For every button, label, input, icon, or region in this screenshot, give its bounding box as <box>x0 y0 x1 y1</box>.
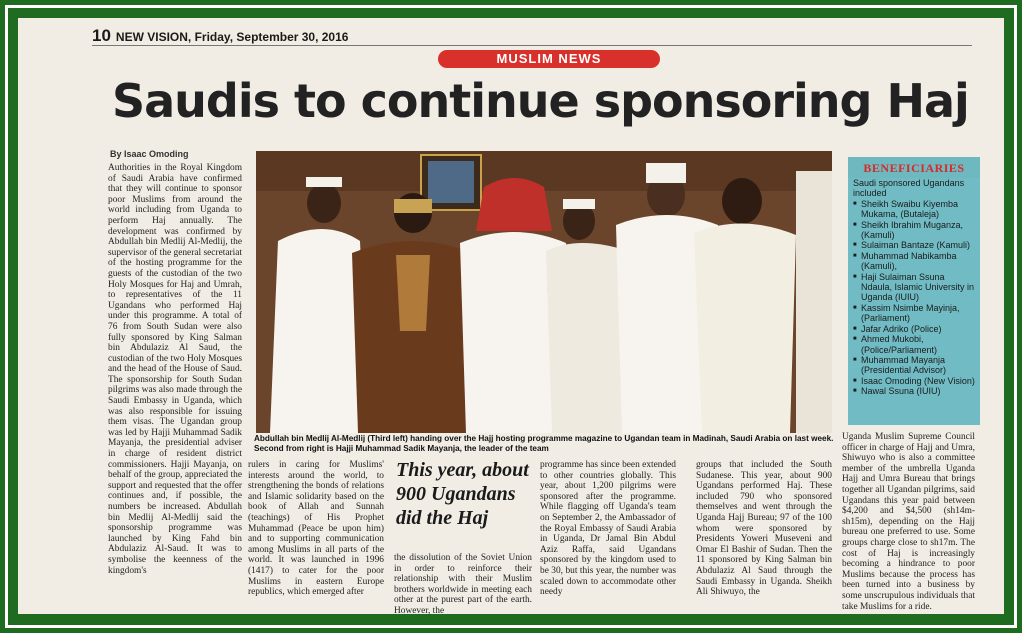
page-header <box>92 26 348 46</box>
list-item: ■ Muhammad Mayanja (Presidential Advisor) <box>853 355 975 376</box>
page-number: 10 <box>92 26 111 45</box>
section-label: MUSLIM NEWS <box>438 50 660 68</box>
article-column-2: rulers in caring for Muslims' interests around the world, to strengthening the bonds of relations and Islamic solidarity based on the book of Allah and Sunnah (teachings) of His Prophet Muhammad (Peace be upon him) and to supporting communication among Muslims in all parts of the world. It was launched in 1996 (1417) to cater for the poor Muslims in eastern Europe republics, which emerged after <box>248 460 384 598</box>
list-item: ■ Jafar Adriko (Police) <box>853 324 975 334</box>
byline: By Isaac Omoding <box>110 149 189 159</box>
beneficiaries-title: BENEFICIARIES <box>848 157 980 178</box>
article-column-1: Authorities in the Royal Kingdom of Saudi Arabia have confirmed that they will continue to sponsor poor Muslims from around the world including from Uganda to perform Haj annually. The development was confirmed by Abdullah bin Medlij Al-Medlij, the supervisor of the general secretariat of the hosting programme for the guests of the custodian of the two Holy Mosques for Haj and Umrah, to representatives of the 11 Ugandans who performed Haj under this programme. A total of 76 from South Sudan were also fully sponsored by King Salman bin Abdulaziz Al Saud, the custodian of the two Holy Mosques and the head of the House of Saud. The sponsorship for South Sudan pilgrims was also made through the Saudi Embassy in Uganda, which was also responsible for issuing them visas. The Ugandan group was led by Hajji Muhammad Sadik Mayanja, the presidential adviser in charge of resident district commissioners. Hajji Mayanja, on behalf of the group, appreciated the support and requested that the offer continues and, if possible, the numbers be increased. Abdullah bin Medlij Al-Medlij said the sponsorship programme was launched by King Fahd bin Abdulaziz Al-Saud. It was to symbolise the keenness of the kingdom's <box>108 163 242 576</box>
pull-quote: This year, about 900 Ugandans did the Haj <box>396 459 529 529</box>
photo-illustration <box>256 151 832 433</box>
list-item: ■ Sulaiman Bantaze (Kamuli) <box>853 240 975 250</box>
list-item: ■ Ahmed Mukobi, (Police/Parliament) <box>853 334 975 355</box>
list-item: ■ Kassim Nsimbe Mayinja, (Parliament) <box>853 303 975 324</box>
list-item: ■ Isaac Omoding (New Vision) <box>853 376 975 386</box>
article-column-5: groups that included the South Sudanese. This year, about 900 Ugandans performed Haj. These included 790 who sponsored themselves and went through the Uganda Hajj Bureau; 97 of the 100 whom were sponsored by Presidents Yoweri Museveni and Omar El Bashir of Sudan. Then the 11 sponsored by King Salman bin Abdulaziz Al Saud through the Saudi Embassy in Uganda. Sheikh Ali Shiwuyo, the <box>696 460 832 598</box>
beneficiaries-box <box>848 157 980 425</box>
list-item: ■ Haji Sulaiman Ssuna Ndaula, Islamic University in Uganda (IUIU) <box>853 272 975 303</box>
article-photo <box>256 151 832 433</box>
headline: Saudis to continue sponsoring Haj <box>112 74 969 128</box>
article-column-4: programme has since been extended to other countries globally. This year, about 1,200 pilgrims were sponsored after the programme. While flagging off Uganda's team on September 2, the Ambassador of the Royal Embassy of Saudi Arabia in Uganda, Dr Jamal Bin Abdul Aziz Raffa, said Ugandans sponsored by the kingdom used to be 30, but this year, the number was scaled down to accommodate other needy <box>540 460 676 598</box>
beneficiaries-intro: Saudi sponsored Ugandans included <box>853 178 965 199</box>
list-item: ■ Sheikh Ibrahim Muganza, (Kamuli) <box>853 220 975 241</box>
dateline: NEW VISION, Friday, September 30, 2016 <box>115 30 349 44</box>
list-item: ■ Sheikh Swaibu Kiyemba Mukama, (Butaleja) <box>853 199 975 220</box>
list-item: ■ Nawal Ssuna (IUIU) <box>853 386 975 396</box>
photo-caption: Abdullah bin Medlij Al-Medlij (Third left) handing over the Hajj hosting programme magazine to Ugandan team in Madinah, Saudi Arabia on last week. Second from right is Hajji Muhammad Sadik Mayanja, the leader of the team <box>254 434 834 453</box>
list-item: ■ Muhammad Nabikamba (Kamuli), <box>853 251 975 272</box>
article-column-6: Uganda Muslim Supreme Council officer in charge of Hajj and Umra, Shiwuyo who is also a committee member of the umbrella Uganda Hajj and Umra Bureau that brings together all Ugandan pilgrims, said Ugandans this year paid between $4,200 and $4,500 (sh14m-sh15m), depending on the Hajj bureau one preferred to use. Some groups charge close to sh17m. The cost of Haj is increasingly becoming a hindrance to poor Muslims because the process has been turned into a business by some unscrupulous individuals that take Muslims for a ride. <box>842 432 975 612</box>
header-rule <box>92 45 972 46</box>
beneficiaries-list <box>848 199 980 397</box>
article-column-3: the dissolution of the Soviet Union in order to reinforce their relationship with their Muslim brothers worldwide in meeting each other at the purest part of the earth. However, the <box>394 553 532 616</box>
